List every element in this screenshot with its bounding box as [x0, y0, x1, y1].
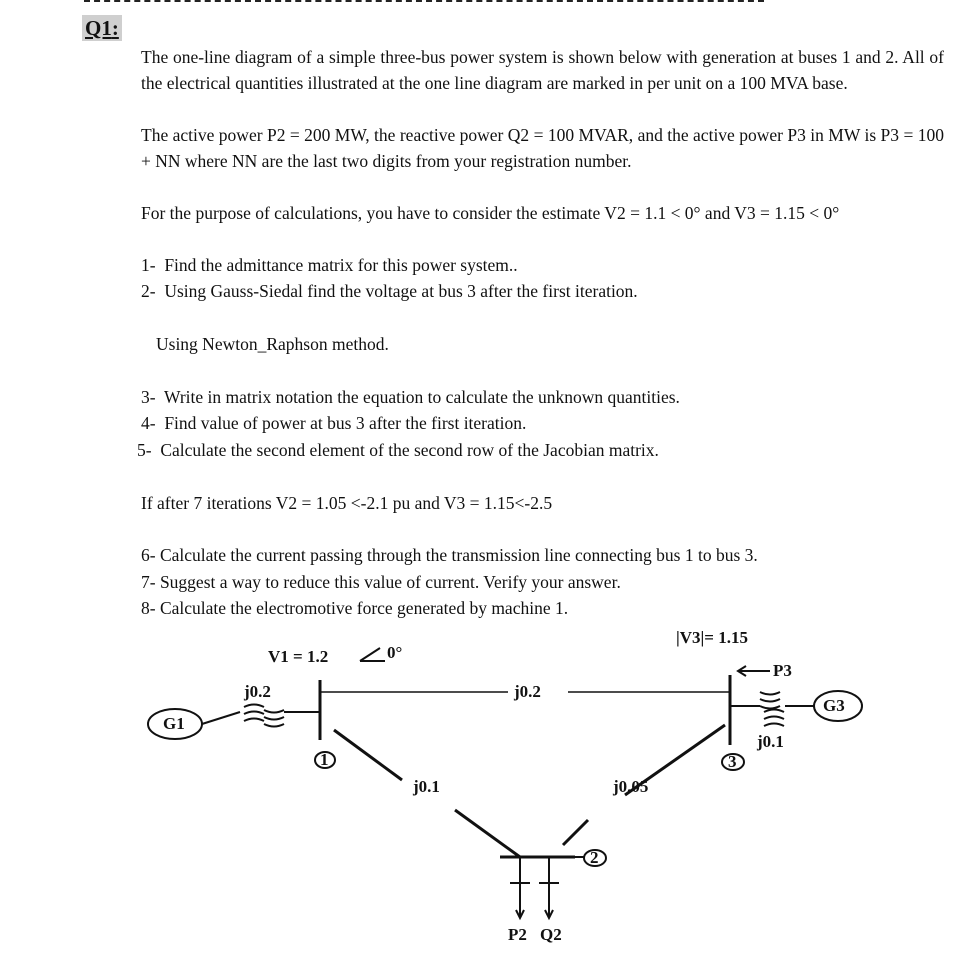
question-colon: :	[111, 16, 119, 40]
load-q2-label: Q2	[540, 925, 562, 944]
line-1-2	[334, 730, 402, 780]
task-item: 6- Calculate the current passing through the transmission line connecting bus 1 to bus 3.	[141, 545, 758, 565]
transformer-3-icon	[760, 692, 784, 726]
reactance-line-1-2-label: j0.1	[413, 777, 440, 796]
p3-label: P3	[773, 661, 792, 680]
g3-label: G3	[823, 696, 845, 715]
question-label: Q1:	[82, 15, 122, 41]
task-item: 1- Find the admittance matrix for this power system..	[141, 255, 518, 275]
v3-label: |V3|= 1.15	[676, 628, 748, 647]
bus-1-number: 1	[320, 750, 329, 769]
after-iterations-line: If after 7 iterations V2 = 1.05 <-2.1 pu and V3 = 1.15<-2.5	[141, 493, 553, 513]
task-item: 5- Calculate the second element of the second row of the Jacobian matrix.	[137, 440, 659, 460]
line-2-3-lower	[563, 820, 588, 845]
angle-symbol	[360, 648, 385, 661]
bus-3-number: 3	[728, 752, 737, 771]
g1-label: G1	[163, 714, 185, 733]
newton-heading: Using Newton_Raphson method.	[156, 334, 389, 354]
reactance-line-2-3-label: j0.05	[613, 777, 649, 796]
load-p2-label: P2	[508, 925, 527, 944]
reactance-g3-label: j0.1	[757, 732, 784, 751]
transformer-1-icon	[244, 705, 284, 727]
v1-label: V1 = 1.2	[268, 647, 329, 666]
task-item: 3- Write in matrix notation the equation to calculate the unknown quantities.	[141, 387, 680, 407]
reactance-g1-label: j0.2	[244, 682, 271, 701]
task-item: 2- Using Gauss-Siedal find the voltage at bus 3 after the first iteration.	[141, 281, 638, 301]
v1-angle-label: 0°	[387, 643, 403, 662]
bus-2-number: 2	[590, 848, 599, 867]
g1-lead	[202, 712, 240, 724]
intro-paragraph-2: The active power P2 = 200 MW, the reactive power Q2 = 100 MVAR, and the active power P3 in MW is P3 = 100 + NN where NN are the last two digits from your registration number.	[141, 125, 944, 171]
estimate-line: For the purpose of calculations, you have to consider the estimate V2 = 1.1 < 0° and V3 = 1.15 < 0°	[141, 203, 840, 223]
task-item: 4- Find value of power at bus 3 after the first iteration.	[141, 413, 527, 433]
task-item: 7- Suggest a way to reduce this value of current. Verify your answer.	[141, 572, 621, 592]
line-1-2-lower	[455, 810, 520, 857]
reactance-line-1-3-label: j0.2	[514, 682, 541, 701]
intro-paragraph-1: The one-line diagram of a simple three-bus power system is shown below with generation at buses 1 and 2. All of the electrical quantities illustrated at the one line diagram are marked in per unit on a 100 MVA base.	[141, 47, 944, 93]
task-item: 8- Calculate the electromotive force generated by machine 1.	[141, 598, 569, 618]
